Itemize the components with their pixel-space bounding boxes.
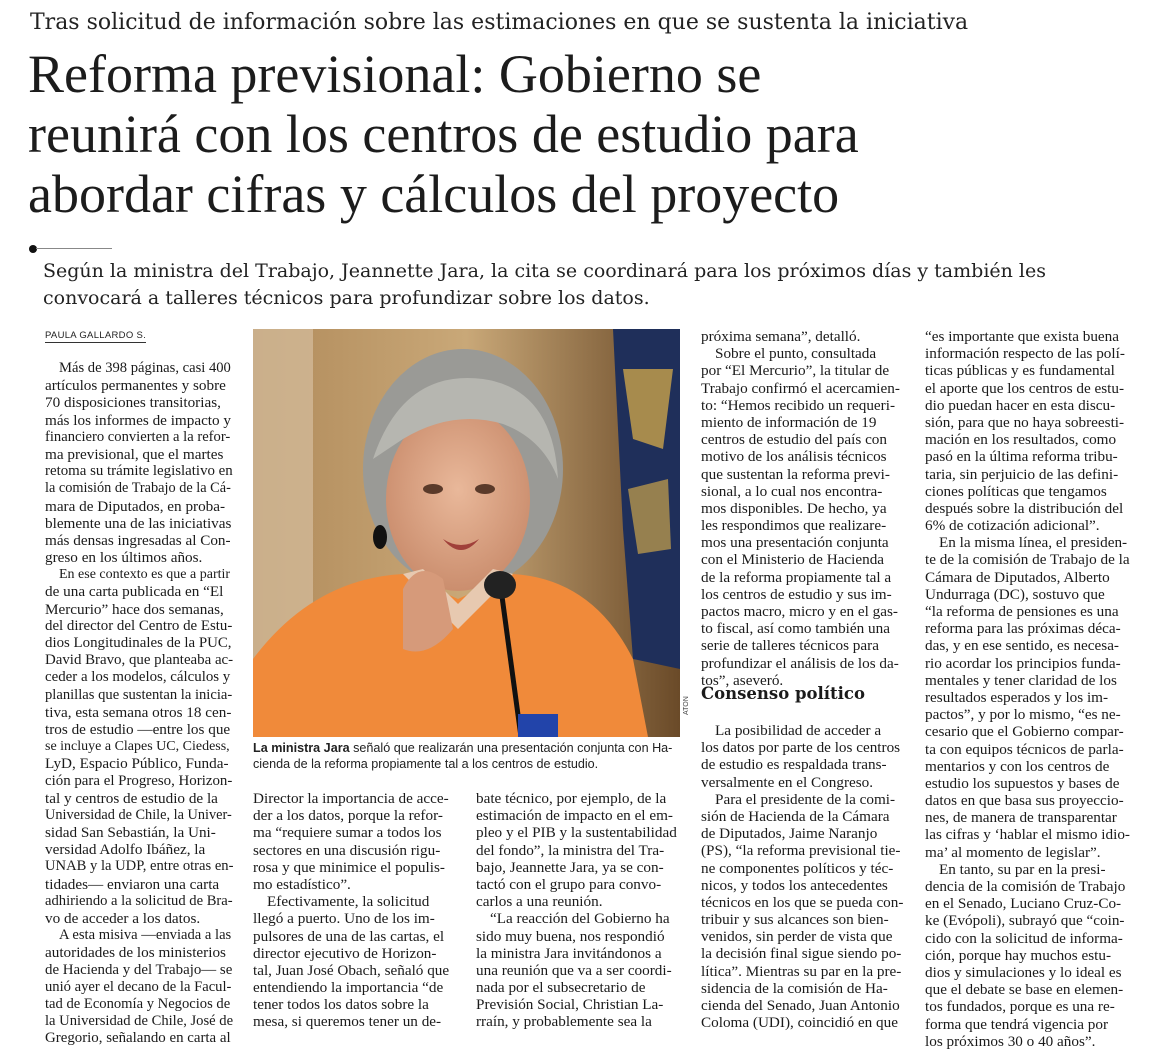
text-line: ciones políticas que tengamos bbox=[925, 482, 1107, 500]
text-line: “es importante que exista buena bbox=[925, 328, 1119, 345]
column-4-bottom bbox=[701, 722, 905, 1031]
text-line: En tanto, su par en la presi- bbox=[939, 860, 1106, 878]
text-line: de la reforma propiamente tal a bbox=[701, 568, 892, 586]
text-line: mo estadístico”. bbox=[253, 875, 351, 893]
text-line: tal, Juan José Obach, señaló que bbox=[253, 961, 450, 979]
text-line: to: “Hemos recibido un requeri- bbox=[701, 396, 895, 414]
text-line: to fiscal, así como también una bbox=[701, 620, 890, 638]
text-line: nicos, y todos los antecedentes bbox=[701, 876, 888, 894]
text-line: dios y simulaciones y lo ideal es bbox=[925, 963, 1122, 981]
text-line: Efectivamente, la solicitud bbox=[267, 893, 430, 911]
text-line: dio puedan hacer en esta discu- bbox=[925, 396, 1116, 414]
text-line: tad de Economía y Negocios de bbox=[45, 995, 231, 1012]
text-line: adhiriendo a la solicitud de Bra- bbox=[45, 892, 233, 909]
text-line: tal y centros de estudio de la bbox=[45, 789, 218, 807]
text-line: mos disponibles. De hecho, ya bbox=[701, 499, 887, 517]
text-line: ta con equipos técnicos de parla- bbox=[925, 740, 1124, 758]
text-line: en el Senado, Luciano Cruz-Co- bbox=[925, 895, 1122, 913]
text-line: bajo, Jeannette Jara, ya se con- bbox=[476, 858, 664, 876]
deck-line: convocará a talleres técnicos para profundizar sobre los datos. bbox=[43, 287, 650, 309]
text-line: la Universidad de Chile, José de bbox=[45, 1013, 234, 1030]
text-line: Director la importancia de acce- bbox=[253, 790, 449, 807]
text-line: En ese contexto es que a partir bbox=[59, 567, 231, 583]
text-line: pasó en la última reforma tribu- bbox=[925, 448, 1118, 466]
text-line: que sustentan la reforma previ- bbox=[701, 465, 890, 483]
text-line: (PS), “la reforma previsional tie- bbox=[701, 842, 901, 860]
text-line: tactó con el grupo para convo- bbox=[476, 875, 662, 893]
text-line: Cámara de Diputados, Alberto bbox=[925, 568, 1110, 586]
deck-line: Según la ministra del Trabajo, Jeannette Jara, la cita se coordinará para los próximos días y también les bbox=[43, 260, 1046, 282]
caption-line bbox=[253, 740, 683, 756]
text-line: entendiendo la importancia “de bbox=[253, 979, 444, 997]
text-line: los centros de estudio y sus im- bbox=[701, 585, 892, 603]
text-line: blemente una de las iniciativas bbox=[45, 514, 232, 532]
text-line: del fondo”, la ministra del Tra- bbox=[476, 841, 665, 859]
text-line: del director del Centro de Estu- bbox=[45, 617, 233, 634]
text-line: rosa y que minimice el populis- bbox=[253, 858, 445, 876]
text-line: planillas que sustentan la inicia- bbox=[45, 686, 233, 703]
text-line: nes, de manera de transparentar bbox=[925, 809, 1117, 827]
text-line: “la reforma de pensiones es una bbox=[925, 603, 1119, 620]
text-line: cido con la solicitud de informa- bbox=[925, 929, 1123, 947]
photo-illustration bbox=[253, 329, 680, 737]
text-line: por “El Mercurio”, la titular de bbox=[701, 362, 890, 380]
text-line: los próximos 30 o 40 años”. bbox=[925, 1032, 1096, 1050]
text-line: ke (Evópoli), subrayó que “coin- bbox=[925, 912, 1125, 930]
text-line: los datos por parte de los centros bbox=[701, 739, 901, 757]
text-line: llegó a puerto. Uno de los im- bbox=[253, 910, 435, 928]
text-line: David Bravo, que planteaba ac- bbox=[45, 652, 234, 669]
text-line: dencia de la comisión de Trabajo bbox=[925, 878, 1126, 895]
column-2 bbox=[253, 790, 457, 1031]
text-line: Para el presidente de la comi- bbox=[715, 790, 896, 808]
text-line: der a los datos, porque la refor- bbox=[253, 807, 443, 825]
text-line: UNAB y la UDP, entre otras en- bbox=[45, 858, 234, 875]
subhead: Consenso político bbox=[701, 684, 865, 703]
text-line: A esta misiva —enviada a las bbox=[59, 927, 232, 944]
headline bbox=[28, 44, 1128, 224]
text-line: Más de 398 páginas, casi 400 bbox=[59, 360, 231, 376]
column-5 bbox=[925, 328, 1131, 1050]
text-line: tidades— enviaron una carta bbox=[45, 875, 220, 893]
text-line: tos”, aseveró. bbox=[701, 671, 784, 689]
column-1 bbox=[45, 360, 233, 1048]
text-line: Coloma (UDI), coincidió en que bbox=[701, 1014, 898, 1032]
text-line: que el debate se base en elemen- bbox=[925, 981, 1124, 999]
text-line: Sobre el punto, consultada bbox=[715, 345, 877, 363]
caption-text: señaló que realizarán una presentación conjunta con Ha- bbox=[349, 741, 673, 755]
text-line: técnicos en los que se pueda con- bbox=[701, 893, 904, 911]
text-line: das, y en ese sentido, es necesa- bbox=[925, 637, 1119, 655]
text-line: greso en los últimos años. bbox=[45, 549, 203, 567]
text-line: profundizar el análisis de los da- bbox=[701, 654, 899, 672]
text-line: más los informes de impacto y bbox=[45, 411, 232, 429]
text-line: se incluye a Clapes UC, Ciedess, bbox=[45, 739, 230, 755]
text-line: de Diputados, Jaime Naranjo bbox=[701, 825, 878, 843]
text-line: centros de estudio del país con bbox=[701, 431, 887, 449]
text-line: el aporte que los centros de estu- bbox=[925, 379, 1125, 397]
text-line: versidad Adolfo Ibáñez, la bbox=[45, 841, 206, 859]
text-line: sional, a lo cual nos encontra- bbox=[701, 482, 883, 500]
text-line: venidos, sin perder de vista que bbox=[701, 928, 893, 946]
text-line: pactos macro, micro y en el gas- bbox=[701, 603, 898, 620]
text-line: sión de Hacienda de la Cámara bbox=[701, 807, 890, 825]
text-line: Previsión Social, Christian La- bbox=[476, 996, 664, 1014]
text-line: motivo de los análisis técnicos bbox=[701, 448, 887, 466]
text-line: las cifras y ‘hablar el mismo idio- bbox=[925, 826, 1130, 844]
kicker: Tras solicitud de información sobre las estimaciones en que se sustenta la iniciativa bbox=[30, 10, 969, 35]
text-line: mara de Diputados, en proba- bbox=[45, 497, 226, 515]
text-line: LyD, Espacio Público, Funda- bbox=[45, 755, 229, 773]
text-line: tros de estudio —entre los que bbox=[45, 720, 231, 738]
text-line: taria, sin perjuicio de las defini- bbox=[925, 465, 1119, 483]
text-line: sido muy buena, nos respondió bbox=[476, 927, 665, 945]
headline-line: Reforma previsional: Gobierno se bbox=[28, 44, 762, 104]
article-photo bbox=[253, 329, 680, 737]
column-4-top bbox=[701, 328, 905, 689]
text-line: tos fundados, porque es una re- bbox=[925, 998, 1115, 1016]
text-line: estimación de impacto en el em- bbox=[476, 807, 673, 825]
text-line: la decisión final sigue siendo po- bbox=[701, 945, 902, 963]
text-line: La posibilidad de acceder a bbox=[715, 722, 882, 739]
text-line: ma “requiere sumar a todos los bbox=[253, 824, 442, 842]
text-line: ción, porque hay muchos estu- bbox=[925, 946, 1112, 964]
text-line: mación en los resultados, como bbox=[925, 431, 1117, 449]
text-line: autoridades de los ministerios bbox=[45, 944, 226, 962]
text-line: ticas públicas y es fundamental bbox=[925, 362, 1115, 380]
text-line: mos una presentación conjunta bbox=[701, 534, 889, 552]
text-line: estudio los supuestos y bases de bbox=[925, 774, 1120, 792]
text-line: sidencia de la comisión de Ha- bbox=[701, 979, 888, 997]
text-line: ma previsional, que el martes bbox=[45, 445, 224, 463]
text-line: pulsores de una de las cartas, el bbox=[253, 927, 445, 945]
text-line: serie de talleres técnicos para bbox=[701, 637, 879, 655]
text-line: mentales y tener claridad de los bbox=[925, 671, 1117, 689]
text-line: dios Longitudinales de la PUC, bbox=[45, 635, 232, 651]
text-line: de estudio es respaldada trans- bbox=[701, 756, 887, 774]
text-line: resultados esperados y los im- bbox=[925, 688, 1109, 706]
text-line: unió ayer el decano de la Facul- bbox=[45, 978, 232, 995]
text-line: de una carta publicada en “El bbox=[45, 583, 224, 601]
text-line: próxima semana”, detalló. bbox=[701, 328, 861, 345]
text-line: información respecto de las polí- bbox=[925, 345, 1125, 363]
text-line: financiero convierten a la refor- bbox=[45, 428, 231, 445]
text-line: sión, para que no haya sobreesti- bbox=[925, 413, 1125, 431]
text-line: sidad San Sebastián, la Uni- bbox=[45, 824, 216, 842]
text-line: rio acordar los principios funda- bbox=[925, 654, 1121, 672]
text-line: con el Ministerio de Hacienda bbox=[701, 551, 885, 569]
divider bbox=[36, 248, 112, 249]
text-line: tener todos los datos sobre la bbox=[253, 996, 429, 1014]
photo-caption bbox=[253, 740, 683, 772]
text-line: vo de acceder a los datos. bbox=[45, 910, 201, 927]
text-line: mentarios y con los centros de bbox=[925, 757, 1110, 775]
text-line: tribuir y sus alcances son bien- bbox=[701, 911, 889, 929]
text-line: datos en que basa sus proyeccio- bbox=[925, 792, 1124, 810]
text-line: te de la comisión de Trabajo de la bbox=[925, 551, 1130, 569]
text-line: rraín, y probablemente sea la bbox=[476, 1013, 652, 1031]
deck bbox=[43, 258, 1133, 312]
caption-lead: La ministra Jara bbox=[253, 741, 350, 755]
text-line: ceder a los modelos, cálculos y bbox=[45, 669, 231, 686]
text-line: pactos”, y por lo mismo, “es ne- bbox=[925, 706, 1121, 724]
text-line: bate técnico, por ejemplo, de la bbox=[476, 790, 667, 807]
text-line: forma que tendrá vigencia por bbox=[925, 1015, 1109, 1033]
headline-line: abordar cifras y cálculos del proyecto bbox=[28, 164, 840, 224]
text-line: Universidad de Chile, la Univer- bbox=[45, 806, 232, 823]
text-line: la ministra Jara invitándonos a bbox=[476, 944, 662, 962]
text-line: reforma para las próximas déca- bbox=[925, 620, 1121, 638]
text-line: “La reacción del Gobierno ha bbox=[490, 910, 670, 928]
text-line: tiva, esta semana otros 18 cen- bbox=[45, 703, 232, 721]
text-line: director ejecutivo de Horizon- bbox=[253, 944, 437, 962]
byline: PAULA GALLARDO S. bbox=[45, 330, 147, 341]
text-line: lítica”. Mientras su par en la pre- bbox=[701, 962, 902, 980]
photo-credit: ATON bbox=[683, 696, 690, 715]
text-line: ción para el Progreso, Horizon- bbox=[45, 772, 233, 789]
text-line: les respondimos que realizare- bbox=[701, 517, 887, 535]
text-line: después sobre la distribución del bbox=[925, 499, 1124, 517]
text-line: Mercurio” hace dos semanas, bbox=[45, 600, 224, 618]
text-line: retoma su trámite legislativo en bbox=[45, 463, 233, 480]
text-line: Undurraga (DC), sostuvo que bbox=[925, 585, 1105, 603]
text-line: mesa, si queremos tener un de- bbox=[253, 1013, 442, 1031]
text-line: 6% de cotización adicional”. bbox=[925, 517, 1100, 535]
headline-line: reunirá con los centros de estudio para bbox=[28, 104, 859, 164]
text-line: sectores en una discusión rigu- bbox=[253, 841, 441, 859]
caption-line: cienda de la reforma propiamente tal a los centros de estudio. bbox=[253, 757, 599, 771]
text-line: artículos permanentes y sobre bbox=[45, 377, 226, 395]
text-line: cesario que el Gobierno compar- bbox=[925, 723, 1124, 741]
text-line: pleo y el PIB y la sustentabilidad bbox=[476, 824, 677, 842]
text-line: más densas ingresadas al Con- bbox=[45, 531, 231, 549]
text-line: la comisión de Trabajo de la Cá- bbox=[45, 480, 231, 497]
text-line: cienda del Senado, Juan Antonio bbox=[701, 997, 900, 1014]
divider-dot bbox=[29, 245, 37, 253]
column-3 bbox=[476, 790, 683, 1031]
text-line: Trabajo confirmó el acercamien- bbox=[701, 379, 900, 397]
text-line: nada por el subsecretario de bbox=[476, 979, 646, 997]
text-line: carlos a una reunión. bbox=[476, 893, 603, 911]
text-line: de Hacienda y del Trabajo— se bbox=[45, 961, 233, 978]
text-line: Gregorio, señalando en carta al bbox=[45, 1030, 231, 1047]
text-line: ma’ al momento de legislar”. bbox=[925, 843, 1101, 861]
text-line: una reunión que va a ser coordi- bbox=[476, 961, 672, 979]
text-line: ne componentes políticos y téc- bbox=[701, 859, 894, 877]
text-line: 70 disposiciones transitorias, bbox=[45, 394, 221, 412]
text-line: versalmente en el Congreso. bbox=[701, 773, 874, 791]
text-line: En la misma línea, el presiden- bbox=[939, 534, 1128, 552]
text-line: miento de información de 19 bbox=[701, 413, 877, 431]
